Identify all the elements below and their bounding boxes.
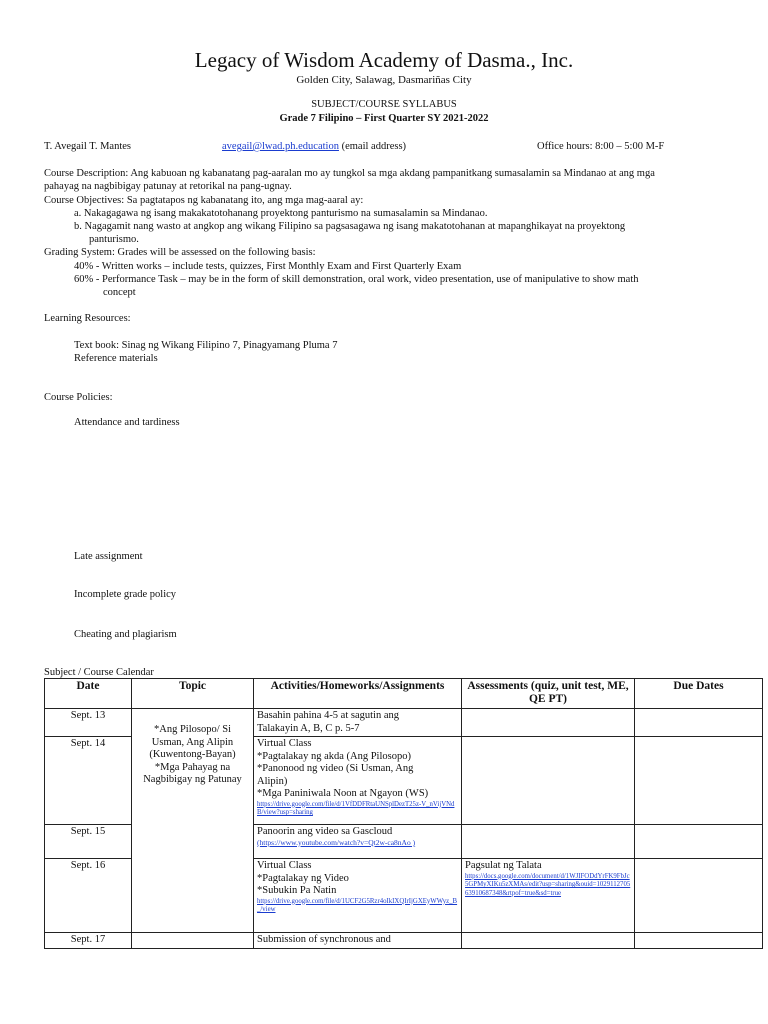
row-due-date <box>635 709 763 737</box>
topic-line: *Mga Pahayag na <box>154 761 231 773</box>
activity-line: *Pagtalakay ng Video <box>257 872 349 884</box>
row-assessment <box>462 933 635 949</box>
topic-line: (Kuwentong-Bayan) <box>149 749 236 760</box>
row-assessment <box>462 709 635 737</box>
header-assessments: Assessments (quiz, unit test, ME, QE PT) <box>462 679 635 709</box>
teacher-email-link[interactable]: avegail@lwad.ph.education <box>222 141 339 152</box>
objective-b-line1: b. Nagagamit nang wasto at angkop ang wikang Filipino sa pagsasagawa ng isang makatotohanan at mapanghikayat na proyektong <box>74 221 626 232</box>
policy-cheating: Cheating and plagiarism <box>74 629 177 640</box>
calendar-title: Subject / Course Calendar <box>44 667 154 678</box>
row-due-date <box>635 859 763 933</box>
email-note: (email address) <box>341 141 407 152</box>
row-date: Sept. 16 <box>45 859 132 933</box>
course-description-line2: pahayag na nagbibigay patunay at retorikal na pang-ugnay. <box>44 181 292 192</box>
table-row <box>45 709 763 737</box>
activity-line: *Mga Paniniwala Noon at Ngayon (WS) <box>257 788 429 799</box>
row-due-date <box>635 825 763 859</box>
row-due-date <box>635 933 763 949</box>
row-assessment <box>462 737 635 825</box>
activity-link[interactable]: https://drive.google.com/file/d/1VfDDFRtaUNSplDezT25z-V_nVijVNdB/view?usp=sharing <box>257 800 455 816</box>
resource-textbook: Text book: Sinag ng Wikang Filipino 7, Pinagyamang Pluma 7 <box>74 340 338 351</box>
topic-line: Nagbibigay ng Patunay <box>143 774 242 785</box>
row-assessment <box>462 859 635 933</box>
table-row <box>45 933 763 949</box>
activity-link[interactable]: https://drive.google.com/file/d/1UCF2G5Rzr4oIkIXQIrIjGXEyWWyz_B_/view <box>257 897 458 913</box>
topic-line: Usman, Ang Alipin <box>151 736 234 748</box>
course-description-line1: Course Description: Ang kabuoan ng kabanatang pag-aaralan mo ay tungkol sa mga akdang pampanitkang sumasalamin sa Mindanao at ang mga <box>44 168 655 179</box>
activity-line: *Panonood ng video (Si Usman, Ang <box>257 763 414 774</box>
policy-attendance: Attendance and tardiness <box>74 417 180 428</box>
resource-reference: Reference materials <box>74 353 158 364</box>
header-date: Date <box>45 679 132 709</box>
row-activities <box>254 859 462 933</box>
assessment-line: Pagsulat ng Talata <box>465 860 542 871</box>
row-date: Sept. 13 <box>45 709 132 737</box>
row-date: Sept. 17 <box>45 933 132 949</box>
grading-system-label: Grading System: Grades will be assessed on the following basis: <box>44 247 316 258</box>
document-type: SUBJECT/COURSE SYLLABUS <box>311 99 457 110</box>
learning-resources-label: Learning Resources: <box>44 313 131 324</box>
row-date: Sept. 15 <box>45 825 132 859</box>
grading-performance-task-cont: concept <box>103 287 136 298</box>
row-activities <box>254 933 462 949</box>
activity-line: Alipin) <box>257 775 288 787</box>
row-activities <box>254 737 462 825</box>
activity-line: Virtual Class <box>257 738 312 749</box>
row-topic <box>132 933 254 949</box>
table-header-row <box>45 679 763 709</box>
objective-b-line2: panturismo. <box>89 234 139 245</box>
office-hours: Office hours: 8:00 – 5:00 M-F <box>537 141 665 152</box>
activity-line: Submission of synchronous and <box>257 934 391 945</box>
teacher-email-group <box>222 140 406 153</box>
header-topic: Topic <box>132 679 254 709</box>
row-activities <box>254 825 462 859</box>
course-calendar-table <box>44 678 763 949</box>
teacher-name: T. Avegail T. Mantes <box>44 141 131 152</box>
activity-line: Panoorin ang video sa Gascloud <box>257 826 393 837</box>
school-address: Golden City, Salawag, Dasmariñas City <box>296 74 472 86</box>
header-due-dates: Due Dates <box>635 679 763 709</box>
row-assessment <box>462 825 635 859</box>
activity-line: Talakayin A, B, C p. 5-7 <box>257 722 360 734</box>
policy-incomplete-grade: Incomplete grade policy <box>74 589 177 600</box>
activity-link[interactable]: (https://www.youtube.com/watch?v=Qt2w-ca8nAo ) <box>257 837 416 847</box>
grade-line: Grade 7 Filipino – First Quarter SY 2021-2022 <box>279 113 489 124</box>
activity-line: Virtual Class <box>257 860 312 871</box>
row-due-date <box>635 737 763 825</box>
objective-a: a. Nakagagawa ng isang makakatotohanang proyektong panturismo na sumasalamin sa Mindanao. <box>74 208 488 219</box>
activity-line: *Subukin Pa Natin <box>257 885 337 896</box>
row-topic <box>132 709 254 933</box>
activity-line: *Pagtalakay ng akda (Ang Pilosopo) <box>257 750 411 762</box>
school-name: Legacy of Wisdom Academy of Dasma., Inc. <box>194 48 574 72</box>
course-policies-label: Course Policies: <box>44 392 113 403</box>
row-date: Sept. 14 <box>45 737 132 825</box>
activity-line: Basahin pahina 4-5 at sagutin ang <box>257 710 400 721</box>
row-activities <box>254 709 462 737</box>
topic-line: *Ang Pilosopo/ Si <box>153 724 232 735</box>
course-objectives-label: Course Objectives: Sa pagtatapos ng kabanatang ito, ang mga mag-aaral ay: <box>44 195 364 206</box>
policy-late-assignment: Late assignment <box>74 551 143 562</box>
grading-written-works: 40% - Written works – include tests, quizzes, First Monthly Exam and First Quarterly Exam <box>74 261 462 272</box>
grading-performance-task: 60% - Performance Task – may be in the form of skill demonstration, oral work, video presentation, use of manipulative to show math <box>74 274 639 285</box>
header-activities: Activities/Homeworks/Assignments <box>254 679 462 709</box>
assessment-link[interactable]: https://docs.google.com/document/d/1WJIFODdYrFK9FbJc5GPMyXIKu5zXMAs/edit?usp=sharing&ouid=102911270563910687348&rtpof=true&sd=true <box>465 872 631 897</box>
